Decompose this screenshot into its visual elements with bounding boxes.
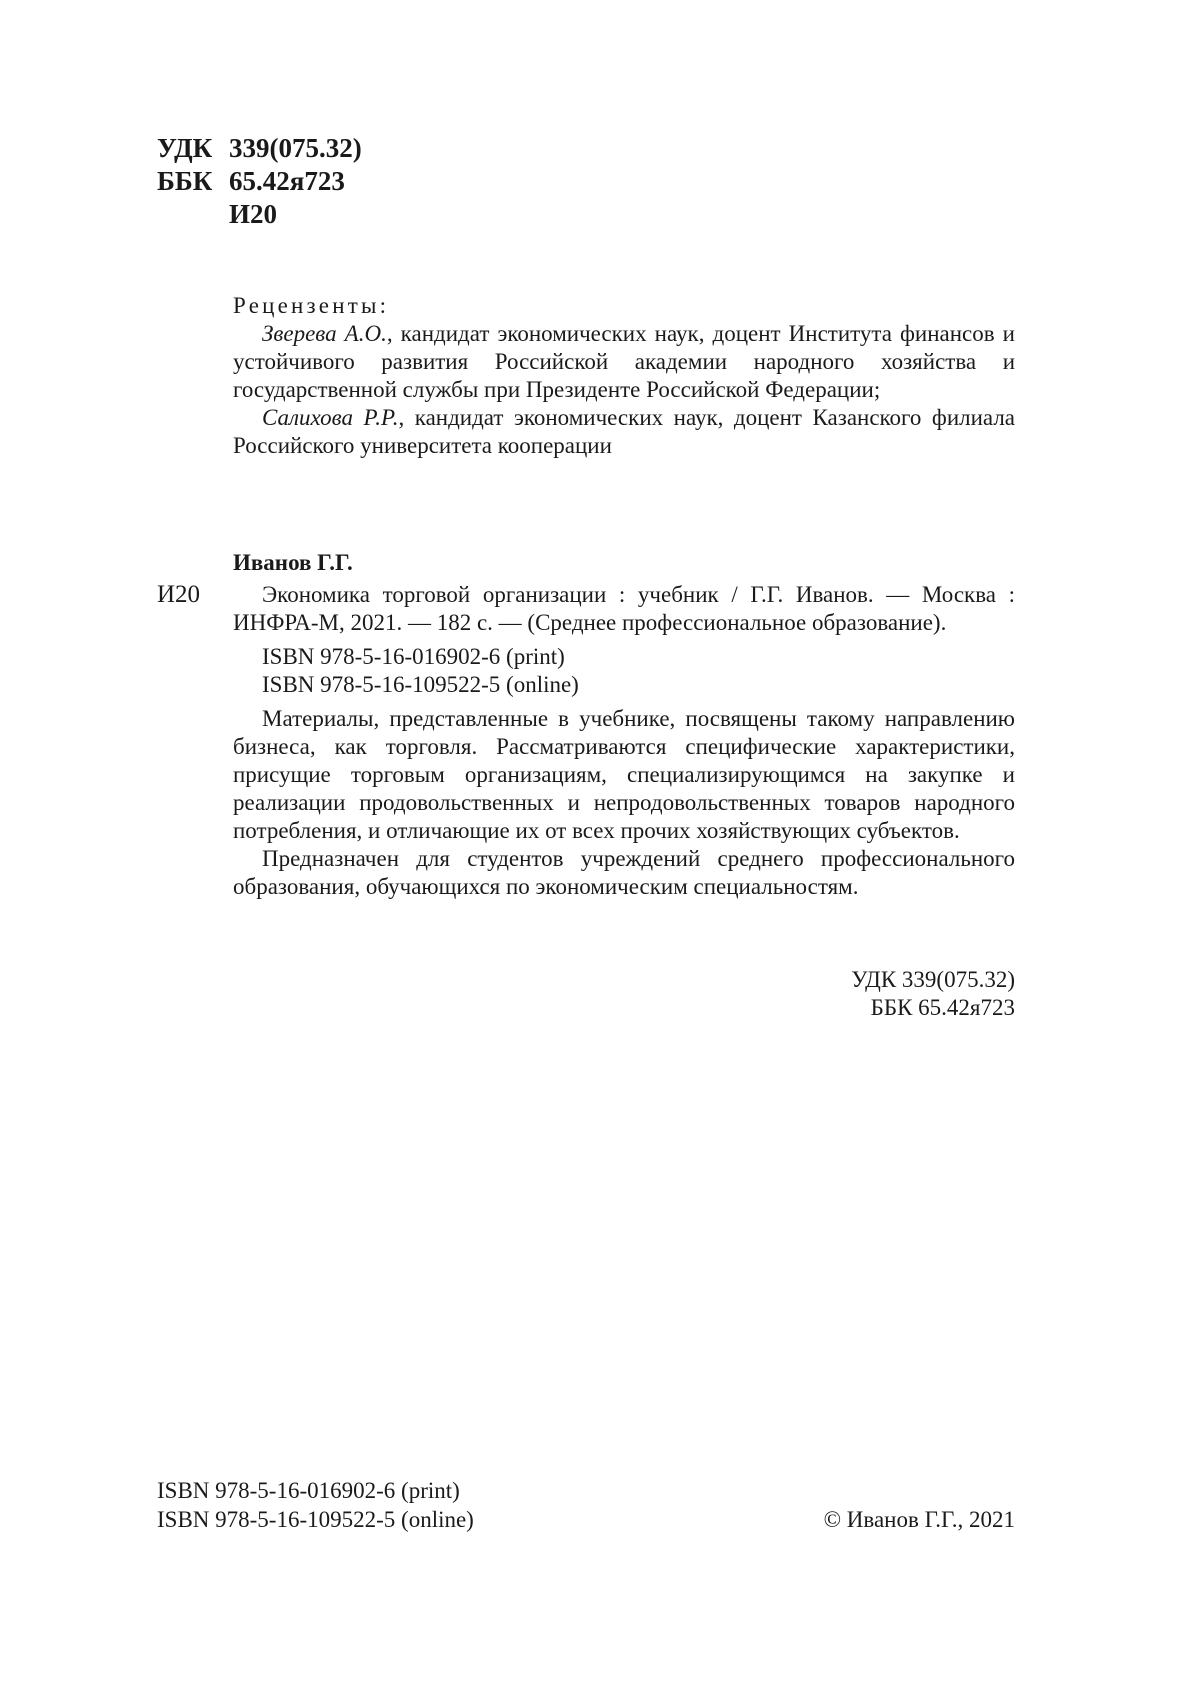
catalog-entry: [233, 581, 1015, 901]
bbk-label: ББК: [157, 166, 213, 196]
entry-author: Иванов Г.Г.: [233, 550, 353, 575]
reviewer-name: Зверева А.О.: [262, 321, 387, 346]
audience-paragraph: Предназначен для студентов учреждений среднего профессионального образования, обучающихся по экономическим специальностям.: [233, 846, 1015, 899]
footer-isbn-print: ISBN 978-5-16-016902-6 (print): [157, 1478, 460, 1503]
author-mark: И20: [229, 199, 278, 229]
entry-isbn-online: ISBN 978-5-16-109522-5 (online): [262, 672, 579, 697]
entry-bbk: ББК 65.42я723: [870, 995, 1015, 1020]
reviewer-details: , кандидат экономических наук, доцент Казанского филиала Российского университета кооперации: [233, 405, 1016, 458]
reviewer-item: [233, 404, 1015, 460]
entry-mark: И20: [157, 581, 201, 608]
reviewer-name: Салихова Р.Р.: [262, 405, 399, 430]
footer-isbn: [157, 1476, 474, 1534]
entry-classification-codes: [851, 966, 1015, 1022]
udk-value: 339(075.32): [229, 133, 362, 163]
copyright-notice: © Иванов Г.Г., 2021: [823, 1507, 1015, 1532]
reviewer-details: , кандидат экономических наук, доцент Института финансов и устойчивого развития Российской академии народного хозяйства и государственной службы при Президенте Российской Федерации;: [233, 321, 1015, 402]
udk-label: УДК: [157, 133, 213, 163]
bbk-value: 65.42я723: [229, 166, 345, 196]
abstract-paragraph: Материалы, представленные в учебнике, посвящены такому направлению бизнеса, как торговля. Рассматриваются специфические характеристики, присущие торговым организациям, специализирующимся на закупке и реализации продовольственных и непродовольственных товаров народного потребления, и отличающие их от всех прочих хозяйствующих субъектов.: [233, 706, 1015, 843]
reviewer-item: [233, 320, 1015, 404]
reviewers-heading: Рецензенты:: [233, 293, 390, 318]
udk-row: [157, 132, 362, 165]
entry-udk: УДК 339(075.32): [851, 967, 1015, 992]
entry-description: Экономика торговой организации : учебник / Г.Г. Иванов. — Москва : ИНФРА-М, 2021. — 182 с. — (Среднее профессиональное образование).: [233, 582, 1015, 635]
entry-isbn-block: [233, 643, 1015, 699]
footer-isbn-online: ISBN 978-5-16-109522-5 (online): [157, 1507, 474, 1532]
bbk-row: [157, 165, 362, 198]
entry-isbn-print: ISBN 978-5-16-016902-6 (print): [262, 644, 565, 669]
reviewers-section: [233, 292, 1015, 460]
classification-codes: [157, 132, 362, 231]
